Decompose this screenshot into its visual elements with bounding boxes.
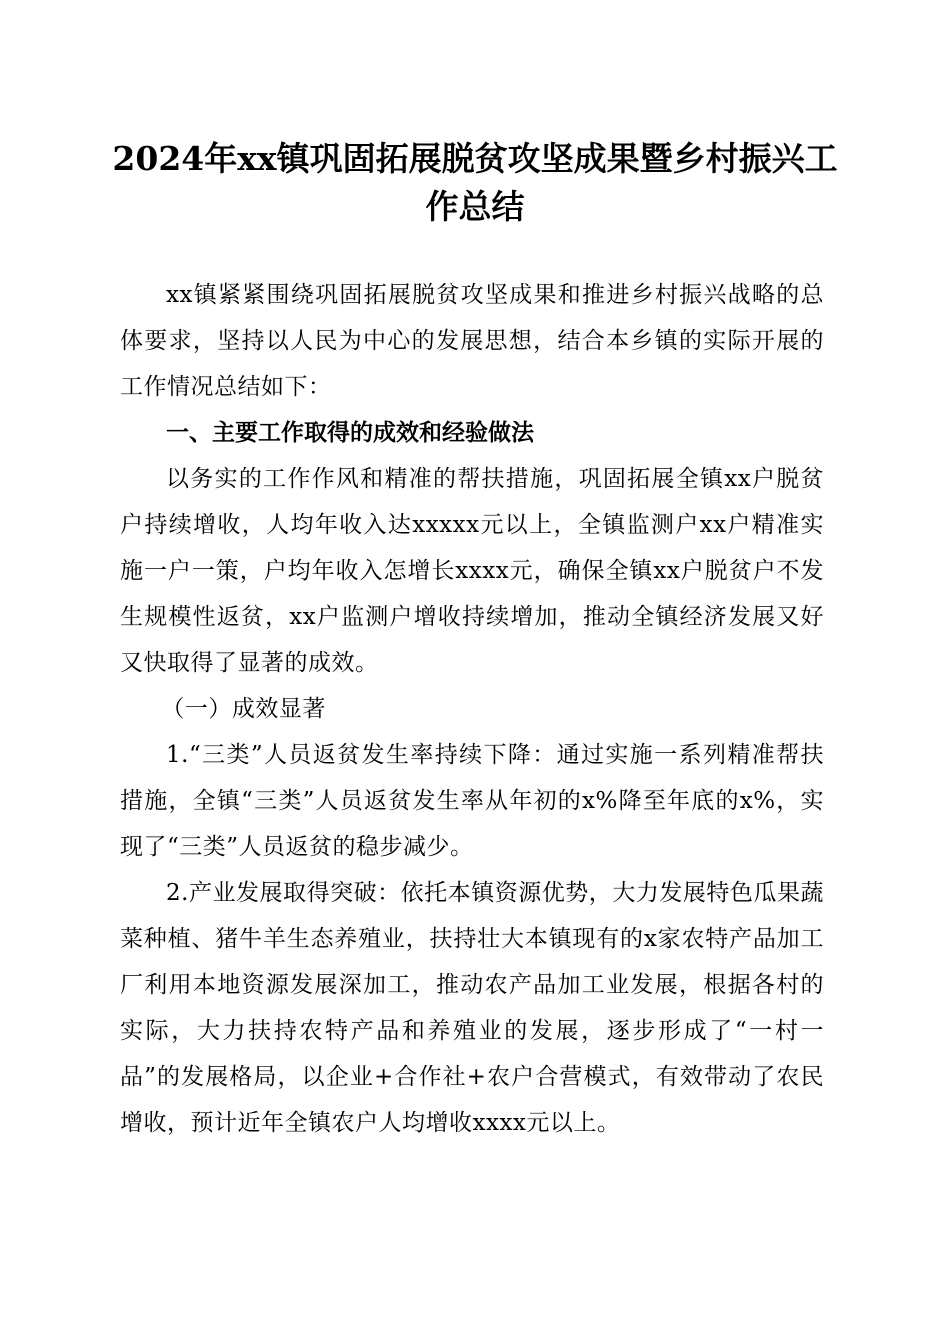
document-title: 2024年xx镇巩固拓展脱贫攻坚成果暨乡村振兴工作总结 xyxy=(112,139,838,226)
section-heading: 一、主要工作取得的成效和经验做法 xyxy=(166,420,534,446)
document-body xyxy=(120,272,824,1146)
intro-paragraph: xx镇紧紧围绕巩固拓展脱贫攻坚成果和推进乡村振兴战略的总体要求，坚持以人民为中心的发展思想，结合本乡镇的实际开展的工作情况总结如下： xyxy=(120,282,824,400)
list-item: 2.产业发展取得突破：依托本镇资源优势，大力发展特色瓜果蔬菜种植、猪牛羊生态养殖业，扶持壮大本镇现有的x家农特产品加工厂利用本地资源发展深加工，推动农产品加工业发展，根据各村的实际，大力扶持农特产品和养殖业的发展，逐步形成了“一村一品”的发展格局，以企业+合作社+农户合营模式，有效带动了农民增收，预计近年全镇农户人均增收xxxx元以上。 xyxy=(120,880,824,1136)
list-item: 1.“三类”人员返贫发生率持续下降：通过实施一系列精准帮扶措施，全镇“三类”人员返贫发生率从年初的x%降至年底的x%，实现了“三类”人员返贫的稳步减少。 xyxy=(120,742,824,860)
subsection-heading: （一）成效显著 xyxy=(161,696,326,722)
section-paragraph: 以务实的工作作风和精准的帮扶措施，巩固拓展全镇xx户脱贫户持续增收，人均年收入达xxxxx元以上，全镇监测户xx户精准实施一户一策，户均年收入怎增长xxxx元，确保全镇xx户脱贫户不发生规模性返贫，xx户监测户增收持续增加，推动全镇经济发展又好又快取得了显著的成效。 xyxy=(120,466,824,676)
